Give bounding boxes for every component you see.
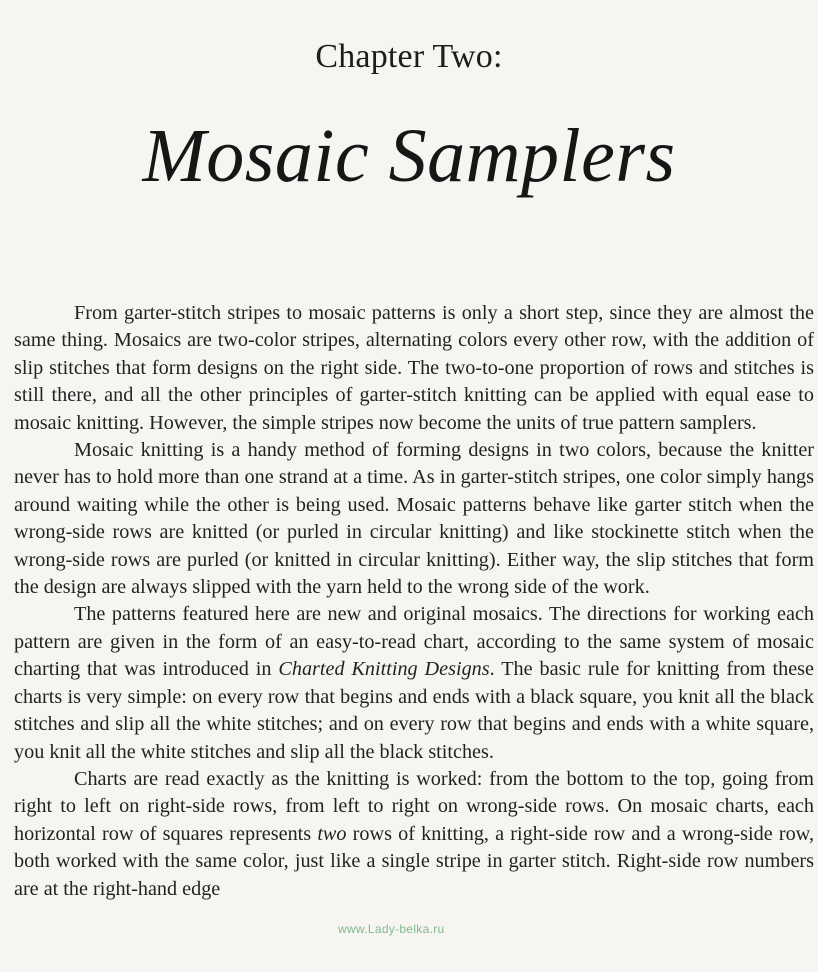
paragraph-4-text-before: Charts are read exactly as the knitting is worked: from the bottom to the top, going from right to left on right-side rows, from left to right on wrong-side rows. On mosaic charts, each horizontal row of squares represents xyxy=(14,767,814,845)
paragraph-1: From garter-stitch stripes to mosaic patterns is only a short step, since they are almost the same thing. Mosaics are two-color stripes, alternating colors every other row, with the addition of slip stitches that form designs on the right side. The two-to-one proportion of rows and stitches is still there, and all the other principles of garter-stitch knitting can be applied with equal ease to mosaic knitting. However, the simple stripes now become the units of true pattern samplers. xyxy=(14,302,814,434)
watermark: www.Lady-belka.ru xyxy=(338,922,445,936)
paragraph-2: Mosaic knitting is a handy method of forming designs in two colors, because the knitter never has to hold more than one strand at a time. As in garter-stitch stripes, one color simply hangs around waiting while the other is being used. Mosaic patterns behave like garter stitch when the wrong-side rows are knitted (or purled in circular knitting) and like stockinette stitch when the wrong-side rows are purled (or knitted in circular knitting). Either way, the slip stitches that form the design are always slipped with the yarn held to the wrong side of the work. xyxy=(14,439,814,599)
paragraph-4-text-after: rows of knitting, a right-side row and a wrong-side row, both worked with the same color, just like a single stripe in garter stitch. Right-side row numbers are at the right-hand edge xyxy=(14,822,814,900)
paragraph-4 xyxy=(14,766,814,903)
book-title-reference: Charted Knitting Designs xyxy=(278,658,490,681)
paragraph-4-emphasis: two xyxy=(317,822,347,845)
chapter-title: Mosaic Samplers xyxy=(142,114,676,198)
chapter-label: Chapter Two: xyxy=(315,38,503,75)
body-text xyxy=(14,300,814,903)
paragraph-3 xyxy=(14,601,814,765)
paragraph-3-text-before: The patterns featured here are new and original mosaics. The directions for working each pattern are given in the form of an easy-to-read chart, according to the same system of mosaic charting that was introduced in xyxy=(14,603,814,681)
paragraph-3-text-after: . The basic rule for knitting from these charts is very simple: on every row that begins and ends with a black square, you knit all the black stitches and slip all the white stitches; and on every row that begins and ends with a white square, you knit all the white stitches and slip all the black stitches. xyxy=(14,658,814,763)
